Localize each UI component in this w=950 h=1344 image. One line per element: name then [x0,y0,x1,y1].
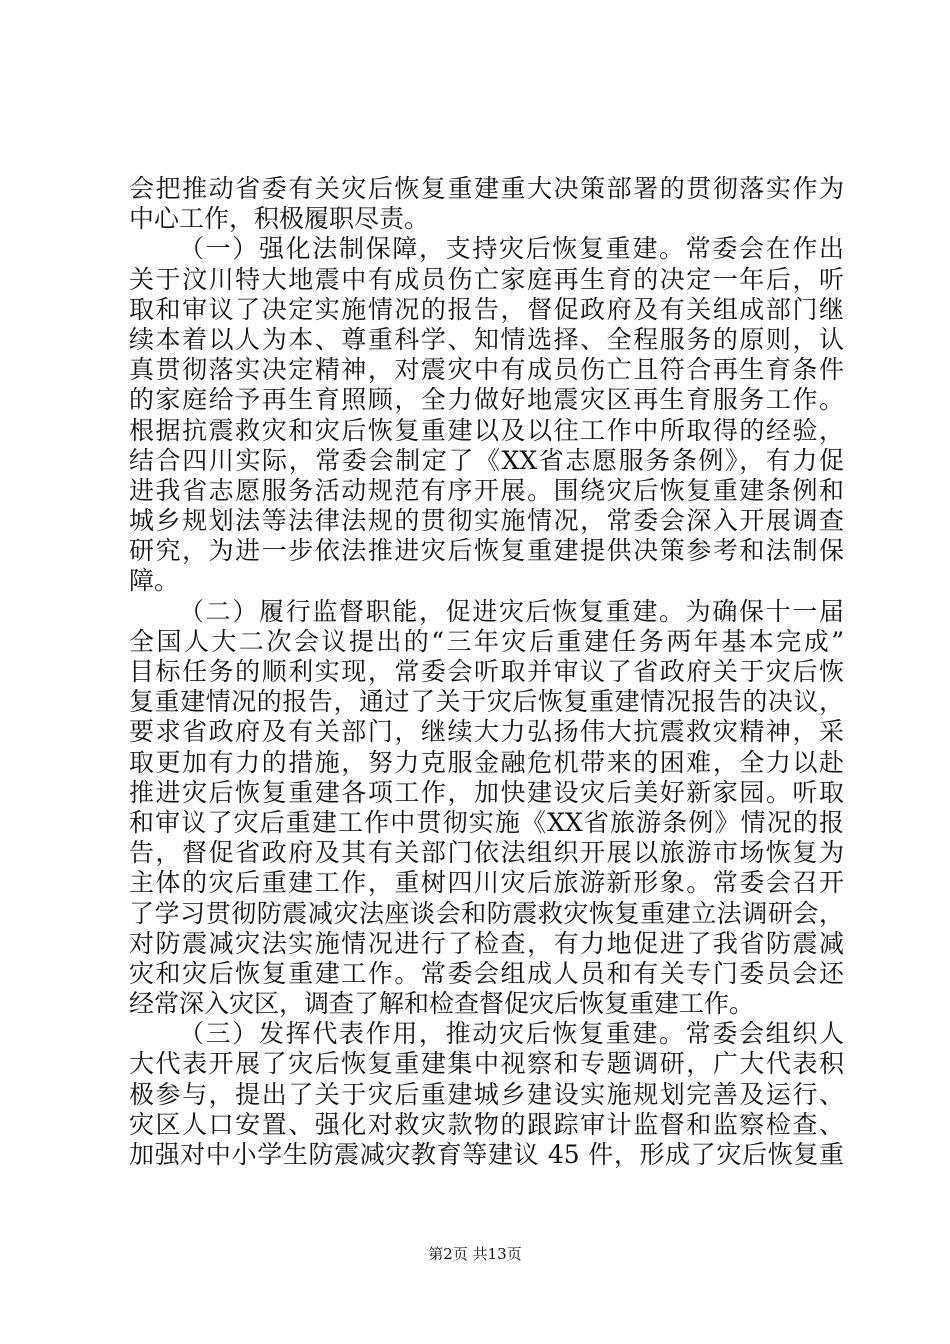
text-line: 经常深入灾区，调查了解和检查督促灾后恢复重建工作。 [129,989,755,1019]
text-line: 大代表开展了灾后恢复重建集中视察和专题调研，广大代表积 [129,1049,844,1079]
text-line: 的家庭给予再生育照顾，全力做好地震灾区再生育服务工作。 [129,385,844,415]
text-line: （一）强化法制保障，支持灾后恢复重建。常委会在作出 [179,234,844,264]
text-line: （二）履行监督职能，促进灾后恢复重建。为确保十一届 [179,596,844,626]
text-line: 研究，为进一步依法推进灾后恢复重建提供决策参考和法制保 [129,536,844,566]
text-line: 取更加有力的措施，努力克服金融危机带来的困难，全力以赴 [129,747,844,777]
text-line: 全国人大二次会议提出的“三年灾后重建任务两年基本完成” [129,626,844,656]
text-line: 关于汶川特大地震中有成员伤亡家庭再生育的决定一年后，听 [129,264,844,294]
text-line: 城乡规划法等法律法规的贯彻实施情况，常委会深入开展调查 [129,506,844,536]
text-line: 结合四川实际，常委会制定了《XX省志愿服务条例》，有力促 [129,445,844,475]
text-line: 灾区人口安置、强化对救灾款物的跟踪审计监督和监察检查、 [129,1109,844,1139]
page-footer: 第2页 共13页 [428,1245,522,1263]
text-line: 续本着以人为本、尊重科学、知情选择、全程服务的原则，认 [129,324,844,354]
text-line: 对防震减灾法实施情况进行了检查，有力地促进了我省防震减 [129,928,844,958]
text-line: 加强对中小学生防震减灾教育等建议 45 件，形成了灾后恢复重 [129,1140,844,1169]
text-line: 灾和灾后恢复重建工作。常委会组成人员和有关专门委员会还 [129,958,844,988]
text-line: 主体的灾后重建工作，重树四川灾后旅游新形象。常委会召开 [129,868,844,898]
text-line: 极参与，提出了关于灾后重建城乡建设实施规划完善及运行、 [129,1079,844,1109]
text-line: 会把推动省委有关灾后恢复重建重大决策部署的贯彻落实作为 [129,174,844,203]
text-line: 推进灾后恢复重建各项工作，加快建设灾后美好新家园。听取 [129,777,844,807]
text-line: 障。 [129,566,180,596]
document-body [129,174,844,1170]
text-line: 复重建情况的报告，通过了关于灾后恢复重建情况报告的决议， [129,687,844,717]
text-line: 真贯彻落实决定精神，对震灾中有成员伤亡且符合再生育条件 [129,355,844,385]
text-line: 了学习贯彻防震减灾法座谈会和防震救灾恢复重建立法调研会， [129,898,844,928]
text-line: 告，督促省政府及其有关部门依法组织开展以旅游市场恢复为 [129,838,844,868]
text-line: 取和审议了决定实施情况的报告，督促政府及有关组成部门继 [129,294,844,324]
text-line: 目标任务的顺利实现，常委会听取并审议了省政府关于灾后恢 [129,657,844,686]
text-line: 中心工作，积极履职尽责。 [129,204,430,234]
text-line: 要求省政府及有关部门，继续大力弘扬伟大抗震救灾精神，采 [129,717,844,747]
text-line: 进我省志愿服务活动规范有序开展。围绕灾后恢复重建条例和 [129,475,844,505]
text-line: 根据抗震救灾和灾后恢复重建以及以往工作中所取得的经验， [129,415,844,445]
text-line: （三）发挥代表作用，推动灾后恢复重建。常委会组织人 [179,1019,844,1049]
text-line: 和审议了灾后重建工作中贯彻实施《XX省旅游条例》情况的报 [129,807,844,837]
